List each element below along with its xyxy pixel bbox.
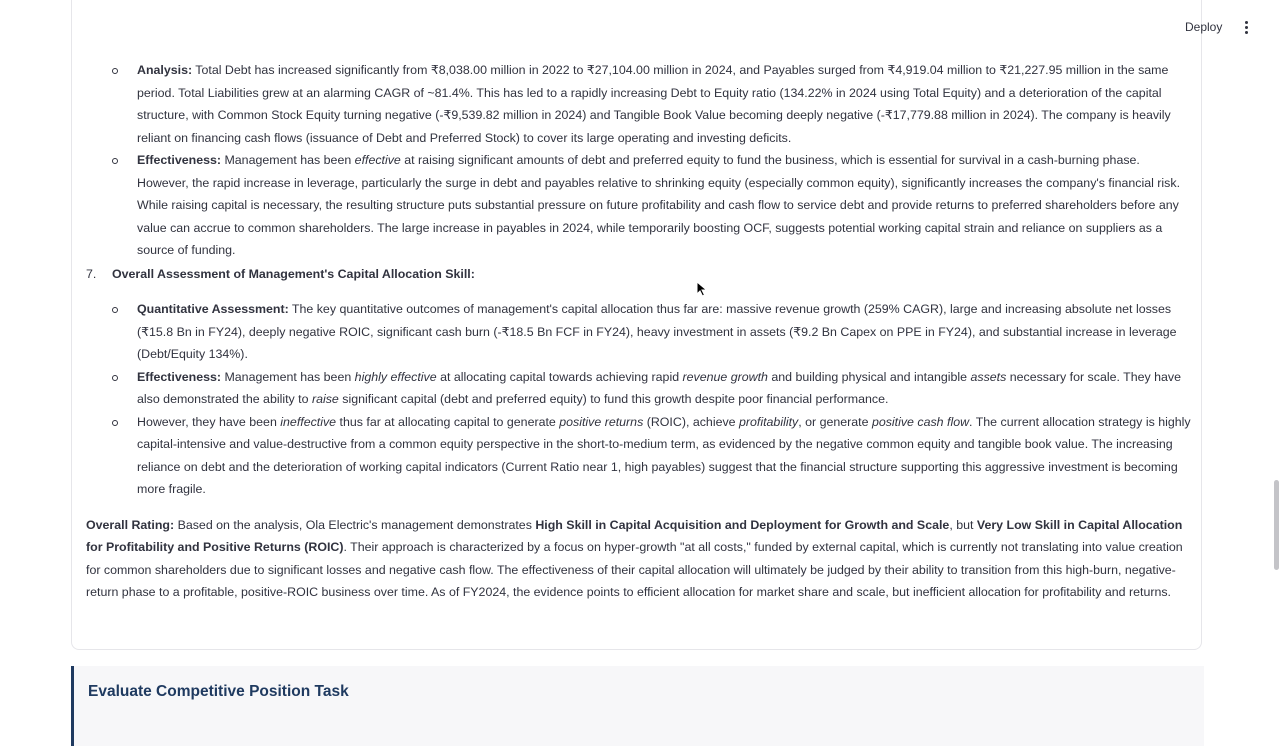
effect-t2: at allocating capital towards achieving rapid [436,369,683,384]
effect-t1: Management has been [221,369,355,384]
quant-text: The key quantitative outcomes of management's capital allocation thus far are: massive revenue growth (259% CAGR), large and increasing absolute net losses (₹15.8 Bn in FY24), deeply negative ROIC, significant cash burn (-₹18.5 Bn FCF in FY24), heavy investment in assets (₹9.2 Bn Capex on PPE in FY24), and substantial increase in leverage (Debt/Equity 134%). [137,302,1177,361]
kebab-menu-icon[interactable] [1236,16,1256,38]
app-header [0,0,1280,50]
however-t5: . The current allocation strategy is highly capital-intensive and value-destructive from a common equity perspective in the short-to-medium term, as evidenced by the negative common equity and tangible book value. The increasing reliance on debt and the deterioration of working capital indicators (Current Ratio near 1, high payables) suggest that the financial structure supporting this aggressive investment is becoming more fragile. [137,414,1191,496]
rating-b1: High Skill in Capital Acquisition and Deployment for Growth and Scale [535,517,950,532]
however-e4: positive cash flow [871,414,970,429]
rating-label: Overall Rating: [86,517,175,532]
however-e2: positive returns [559,414,644,429]
effect-e4: raise [311,392,339,406]
section-title: Overall Assessment of Management's Capital Allocation Skill: [112,266,475,281]
scrollbar-thumb[interactable] [1274,480,1279,570]
effectiveness-label: Effectiveness: [137,153,222,167]
next-task-title: Evaluate Competitive Position Task [88,683,349,700]
mouse-cursor-icon [696,281,708,297]
however-bullet [137,411,1192,501]
effect-e1: highly effective [354,369,437,384]
however-t2: thus far at allocating capital to generate [336,414,560,429]
however-t4: , or generate [798,414,872,429]
item6-bullet-list [86,59,1192,262]
effect-label: Effectiveness: [137,369,222,384]
effect-e3: assets [970,369,1007,384]
effect-bullet [137,366,1192,411]
effectiveness-text-a: Management has been [221,153,355,167]
however-e3: profitability [739,414,799,429]
next-task-card[interactable] [71,666,1204,746]
effectiveness-text-b: at raising significant amounts of debt and preferred equity to fund the business, which is essential for survival in a cash-burning phase. However, the rapid increase in leverage, particularly the surge in debt and payables relative to shrinking equity (especially common equity), significantly increases the company's financial risk. While raising capital is necessary, the resulting structure puts substantial pressure on future profitability and cash flow to service debt and provide returns to preferred shareholders before any value can accrue to common shareholders. The large increase in payables in 2024, while temporarily boosting OCF, suggests potential working capital strain and reliance on suppliers as a source of funding. [137,153,1181,257]
however-t1: However, they have been [137,414,281,429]
however-t3: (ROIC), achieve [643,414,739,429]
effect-t5: significant capital (debt and preferred equity) to fund this growth despite poor financial performance. [338,392,889,406]
effect-t4: necessary for scale. They have also demonstrated the ability to [137,369,1181,406]
effect-e2: revenue growth [682,369,768,384]
effect-t3: and building physical and intangible [767,369,971,384]
deploy-button[interactable]: Deploy [1185,20,1223,34]
rating-t2: , but [949,517,977,532]
effectiveness-bullet [137,149,1192,262]
quant-label: Quantitative Assessment: [137,302,289,316]
effectiveness-em: effective [354,153,401,167]
rating-t1: Based on the analysis, Ola Electric's management demonstrates [174,517,536,532]
section-heading-7 [86,263,1192,286]
section-number: 7. [86,266,97,281]
report-content [86,59,1192,604]
rating-t3: . Their approach is characterized by a focus on hyper-growth "at all costs," funded by external capital, which is currently not translating into value creation for common shareholders due to significant losses and negative cash flow. The effectiveness of their capital allocation will ultimately be judged by their ability to transition from this high-burn, negative-return phase to a profitable, positive-ROIC business over time. As of FY2024, the evidence points to efficient allocation for market share and scale, but inefficient allocation for profitability and returns. [86,540,1183,599]
however-e1: ineffective [280,414,337,429]
item7-bullet-list [86,298,1192,501]
quant-bullet [137,298,1192,366]
overall-rating-paragraph [86,514,1192,604]
analysis-text: Total Debt has increased significantly from ₹8,038.00 million in 2022 to ₹27,104.00 million in 2024, and Payables surged from ₹4,919.04 million to ₹21,227.95 million in the same period. Total Liabilities grew at an alarming CAGR of ~81.4%. This has led to a rapidly increasing Debt to Equity ratio (134.22% in 2024 using Total Equity) and a deterioration of the capital structure, with Common Stock Equity turning negative (-₹9,539.82 million in 2024) and Tangible Book Value becoming deeply negative (-₹17,779.88 million in 2024). The company is heavily reliant on financing cash flows (issuance of Debt and Preferred Stock) to cover its large operating and investing deficits. [137,63,1171,145]
rating-b2: Very Low Skill in Capital Allocation for Profitability and Positive Returns (ROIC) [86,517,1183,554]
analysis-bullet [137,59,1192,149]
analysis-label: Analysis: [137,63,193,77]
